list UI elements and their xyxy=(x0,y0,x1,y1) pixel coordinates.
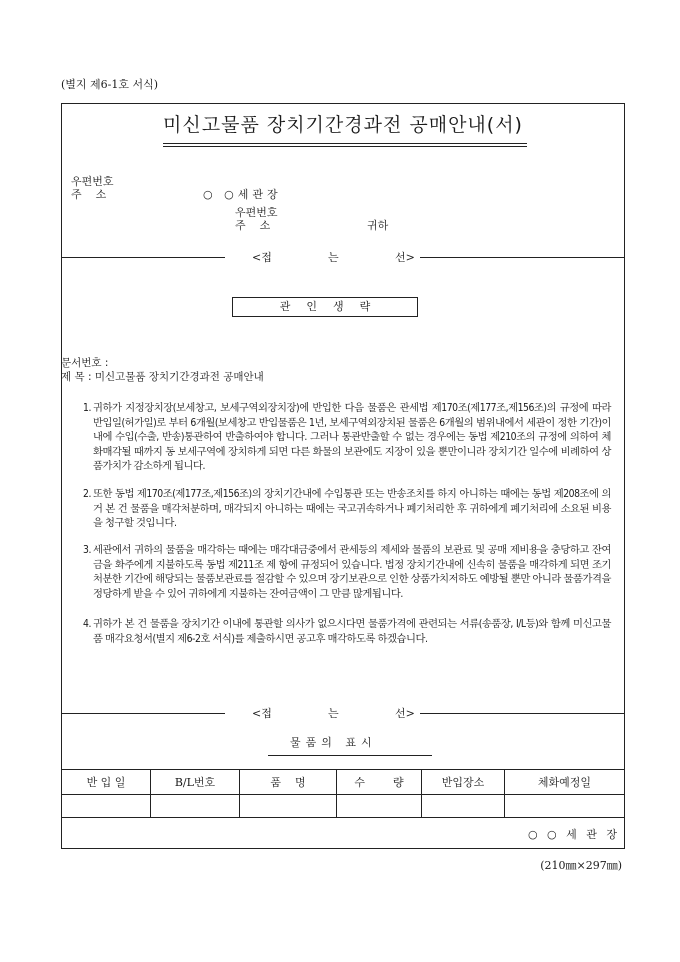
header-scheduled-date: 체화예정일 xyxy=(505,770,625,795)
header-bl-number: B/L번호 xyxy=(151,770,240,795)
fold-label-right: 선> xyxy=(395,251,415,264)
sender-postcode-label: 우편번호 xyxy=(71,175,114,188)
goods-title-underline xyxy=(268,755,432,756)
paragraph-4-text: 귀하가 본 건 물품을 장치기간 이내에 통관할 의사가 없으시다면 물품가격에 관련되는 서류(송품장, I/L등)와 함께 미신고물품 매각요청서(별지 제6-2호 서식)를 제출하시면 공고후 매각하도록 하겠습니다. xyxy=(93,618,611,645)
sender-address-label: 주 소 xyxy=(71,188,107,201)
paragraph-2 xyxy=(83,487,611,531)
paragraph-1-number: 1. xyxy=(83,402,91,414)
goods-header-row xyxy=(62,770,625,795)
cell-scheduled-date xyxy=(505,795,625,818)
title-underline-top xyxy=(163,143,527,144)
fold-label-right-2: 선> xyxy=(395,707,415,720)
paragraph-4-number: 4. xyxy=(83,618,91,630)
fold-line-right-2 xyxy=(420,713,624,714)
paragraph-1-text: 귀하가 지정장치장(보세창고, 보세구역외장치장)에 반입한 다음 물품은 관세법 제170조(제177조,제156조)의 규정에 따라 반입일(허가일)로 부터 6개월(보세창고 반입물품은 1년, 보세구역외장치된 물품은 6개월의 범위내에서 세관이 정한 기간)이내에 수입(수출, 반송)통관하여 반출하여야 합니다. 그러나 통관반출할 수 없는 경우에는 동법 제210조의 규정에 의하여 체화매각될 때까지 동 보세구역에 장치하게 되면 다른 화물의 보관에도 지장이 있을 뿐만이니라 장치기간 일수에 비례하여 상품가치가 감소하게 됩니다. xyxy=(93,402,611,473)
header-quantity: 수 량 xyxy=(337,770,422,795)
form-code: (별지 제6-1호 서식) xyxy=(61,78,159,91)
fold-line-right xyxy=(420,257,624,258)
fold-label-left: <접 xyxy=(252,251,272,264)
recipient-postcode-label: 우편번호 xyxy=(235,206,278,219)
goods-section-title: 물품의 표시 xyxy=(290,736,377,749)
sender-office: ○ ○세관장 xyxy=(203,188,282,201)
cell-arrival-date xyxy=(62,795,151,818)
recipient-honorific: 귀하 xyxy=(367,219,389,232)
subject-line: 제 목 : 미신고물품 장치기간경과전 공매안내 xyxy=(61,371,264,383)
fold-label-mid: 는 xyxy=(328,251,339,264)
footer-office: ○ ○ 세 관 장 xyxy=(527,828,620,841)
paragraph-3 xyxy=(83,543,611,601)
fold-line-left xyxy=(62,257,225,258)
fold-line-left-2 xyxy=(62,713,225,714)
goods-table xyxy=(61,769,625,818)
goods-data-row xyxy=(62,795,625,818)
paragraph-2-text: 또한 동법 제170조(제177조,제156조)의 장치기간내에 수입통관 또는 반송조치를 하지 아니하는 때에는 동법 제208조에 의거 본 건 물품을 매각처분하며, 매각되지 아니하는 때에는 국고귀속하거나 폐기처리한 후 귀하에게 폐기처리에 소요된 비용을 청구할 것입니다. xyxy=(93,488,611,530)
seal-omitted-box: 관인생략 xyxy=(232,297,418,317)
header-arrival-date: 반 입 일 xyxy=(62,770,151,795)
cell-quantity xyxy=(337,795,422,818)
document-number-label: 문서번호 : xyxy=(61,357,109,369)
paragraph-4 xyxy=(83,617,611,646)
paper-size: (210㎜×297㎜) xyxy=(540,859,622,872)
header-item-name: 품 명 xyxy=(240,770,337,795)
paragraph-2-number: 2. xyxy=(83,488,91,500)
paragraph-1 xyxy=(83,401,611,474)
page-title: 미신고물품 장치기간경과전 공매안내(서) xyxy=(163,114,523,136)
cell-item-name xyxy=(240,795,337,818)
recipient-address-label: 주 소 xyxy=(235,219,271,232)
fold-label-mid-2: 는 xyxy=(328,707,339,720)
title-underline-bottom xyxy=(163,146,527,147)
paragraph-3-text: 세관에서 귀하의 물품을 매각하는 때에는 매각대금중에서 관세등의 제세와 물품의 보관료 및 공매 제비용을 충당하고 잔여금을 화주에게 지불하도록 동법 제211조 제 항에 규정되어 있습니다. 법정 장치기간내에 신속히 물품을 매각하게 되면 조기처분한 기간에 해당되는 물품보관료를 절감할 수 있으며 장기보관으로 인한 상품가치저하도 예방될 뿐만 아니라 물품가격을 정당하게 받을 수 있어 귀하에게 지불하는 잔여금액이 그 만큼 많게됩니다. xyxy=(93,544,611,600)
cell-arrival-place xyxy=(422,795,505,818)
fold-label-left-2: <접 xyxy=(252,707,272,720)
paragraph-3-number: 3. xyxy=(83,544,91,556)
header-arrival-place: 반입장소 xyxy=(422,770,505,795)
cell-bl-number xyxy=(151,795,240,818)
